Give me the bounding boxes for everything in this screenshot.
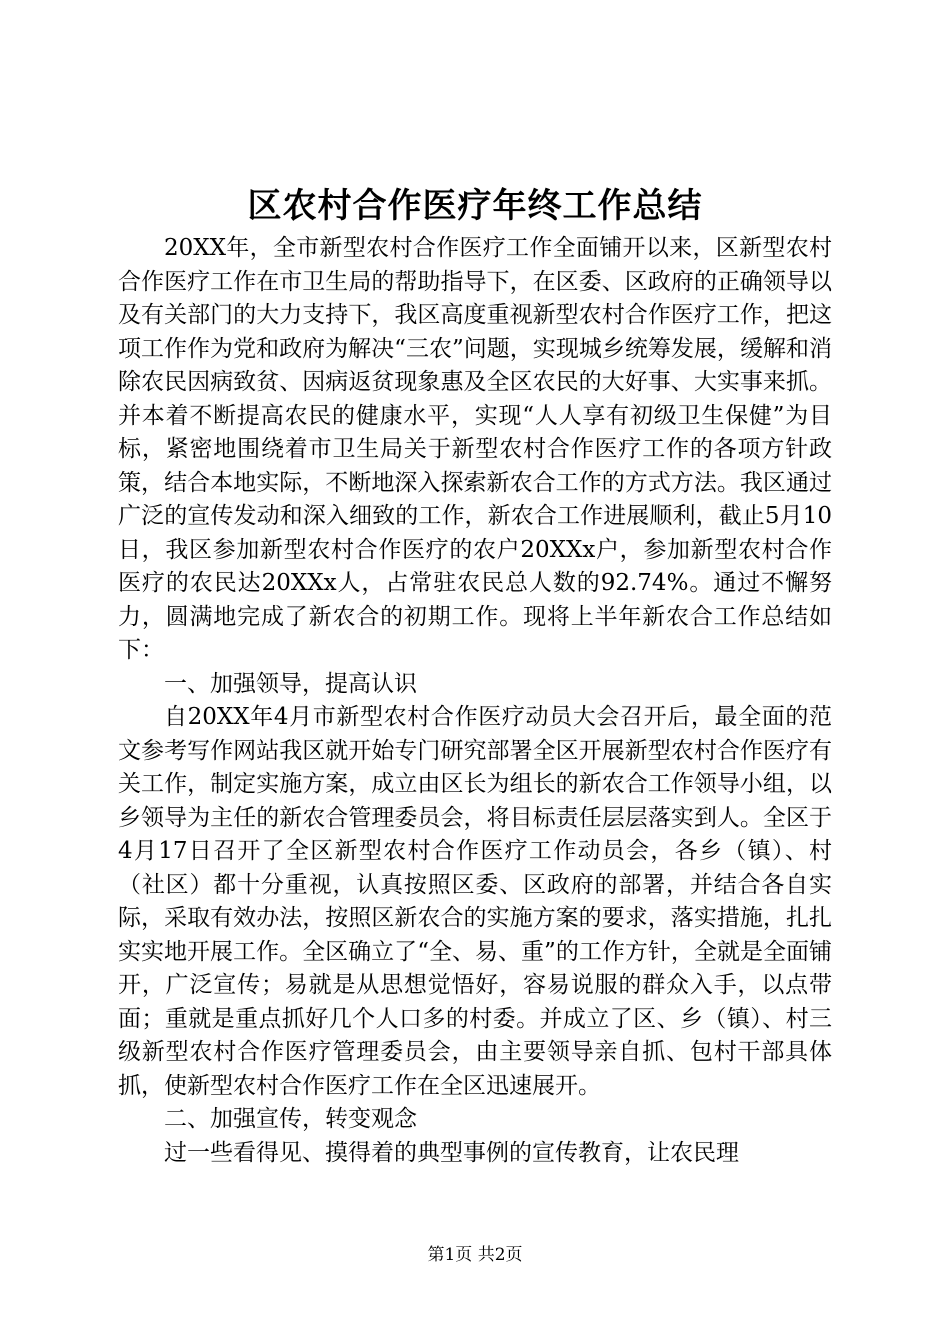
page-footer: 第1页 共2页 [427, 1245, 523, 1265]
paragraph-section-2: 过一些看得见、摸得着的典型事例的宣传教育，让农民理 [164, 1139, 739, 1166]
document-title: 区农村合作医疗年终工作总结 [247, 186, 703, 226]
section-heading-1: 一、加强领导，提高认识 [164, 670, 417, 697]
section-heading-2: 二、加强宣传，转变观念 [164, 1106, 417, 1132]
paragraph-intro: 20XX年，全市新型农村合作医疗工作全面铺开以来，区新型农村合作医疗工作在市卫生局的帮助指导下，在区委、区政府的正确领导以及有关部门的大力支持下，我区高度重视新型农村合作医疗工作，把这项工作作为党和政府为解决“三农”问题，实现城乡统筹发展，缓解和消除农民因病致贫、因病返贫现象惠及全区农民的大好事、大实事来抓。并本着不断提高农民的健康水平，实现“人人享有初级卫生保健”为目标，紧密地围绕着市卫生局关于新型农村合作医疗工作的各项方针政策，结合本地实际，不断地深入探索新农合工作的方式方法。我区通过广泛的宣传发动和深入细致的工作，新农合工作进展顺利，截止5月10日，我区参加新型农村合作医疗的农户20XXx户，参加新型农村合作医疗的农民达20XXx人，占常驻农民总人数的92.74%。通过不懈努力，圆满地完成了新农合的初期工作。现将上半年新农合工作总结如下： [118, 235, 832, 663]
paragraph-section-1: 自20XX年4月市新型农村合作医疗动员大会召开后，最全面的范文参考写作网站我区就开始专门研究部署全区开展新型农村合作医疗有关工作，制定实施方案，成立由区长为组长的新农合工作领导小组，以乡领导为主任的新农合管理委员会，将目标责任层层落实到人。全区于4月17日召开了全区新型农村合作医疗工作动员会，各乡（镇）、村（社区）都十分重视，认真按照区委、区政府的部署，并结合各自实际，采取有效办法，按照区新农合的实施方案的要求，落实措施，扎扎实实地开展工作。全区确立了“全、易、重”的工作方针，全就是全面铺开，广泛宣传；易就是从思想觉悟好，容易说服的群众入手，以点带面；重就是重点抓好几个人口多的村委。并成立了区、乡（镇）、村三级新型农村合作医疗管理委员会，由主要领导亲自抓、包村干部具体抓，使新型农村合作医疗工作在全区迅速展开。 [118, 704, 832, 1099]
document-body [118, 232, 832, 1170]
